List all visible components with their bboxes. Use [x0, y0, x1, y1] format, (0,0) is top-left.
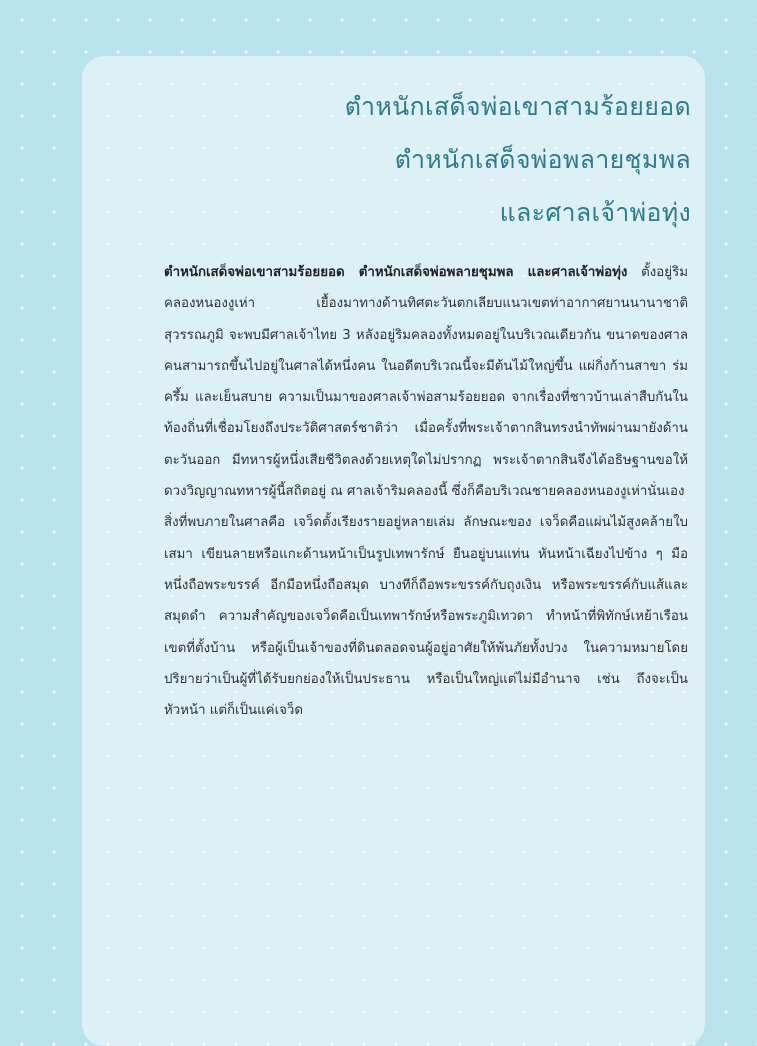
page-title: [191, 80, 691, 239]
article-body: [96, 257, 688, 726]
paragraph-1-text: ตั้งอยู่ริมคลองหนองงูเห่า เยื้องมาทางด้านทิศตะวันตกเลียบแนวเขตท่าอากาศยานนานาชาติสุวรรณภูมิ จะพบมีศาลเจ้าไทย 3 หลังอยู่ริมคลองทั้งหมดอยู่ในบริเวณเดียวกัน ขนาดของศาลคนสามารถขึ้นไปอยู่ในศาลได้หนึ่งคน ในอดีตบริเวณนี้จะมีต้นไม้ใหญ่ขึ้น แผ่กิ่งก้านสาขา ร่มครึ้ม และเย็นสบาย ความเป็นมาของศาลเจ้าพ่อสามร้อยยอด จากเรื่องที่ชาวบ้านเล่าสืบกันในท้องถิ่นที่เชื่อมโยงถึงประวัติศาสตร์ชาติว่า เมื่อครั้งที่พระเจ้าตากสินทรงนำทัพผ่านมายังด้านตะวันออก มีทหารผู้หนึ่งเสียชีวิตลงด้วยเหตุใดไม่ปรากฏ พระเจ้าตากสินจึงได้อธิษฐานขอให้ดวงวิญญาณทหารผู้นี้สถิตอยู่ ณ ศาลเจ้าริมคลองนี้ ซึ่งก็คือบริเวณชายคลองหนองงูเห่านั่นเอง: [164, 265, 688, 500]
title-line-1: ตำหนักเสด็จพ่อเขาสามร้อยยอด: [344, 92, 691, 121]
paragraph-1-bold-lead: ตำหนักเสด็จพ่อเขาสามร้อยยอด ตำหนักเสด็จพ่อพลายชุมพล และศาลเจ้าพ่อทุ่ง: [164, 265, 628, 280]
title-line-2: ตำหนักเสด็จพ่อพลายชุมพล: [394, 145, 691, 174]
paragraph-1: [96, 257, 688, 507]
title-line-3: และศาลเจ้าพ่อทุ่ง: [499, 198, 691, 227]
paragraph-2: [96, 507, 688, 726]
paragraph-2-text: สิ่งที่พบภายในศาลคือ เจว็ดตั้งเรียงรายอยู่หลายเล่ม ลักษณะของ เจว็ดคือแผ่นไม้สูงคล้ายใบเสมา เขียนลายหรือแกะด้านหน้าเป็นรูปเทพารักษ์ ยืนอยู่บนแท่น หันหน้าเฉียงไปข้าง ๆ มือหนึ่งถือพระขรรค์ อีกมือหนึ่งถือสมุด บางทีก็ถือพระขรรค์กับถุงเงิน หรือพระขรรค์กับแส้และสมุดดำ ความสำคัญของเจว็ดคือเป็นเทพารักษ์หรือพระภูมิเทวดา ทำหน้าที่พิทักษ์เหย้าเรือน เขตที่ตั้งบ้าน หรือผู้เป็นเจ้าของที่ดินตลอดจนผู้อยู่อาศัยให้พ้นภัยทั้งปวง ในความหมายโดยปริยายว่าเป็นผู้ที่ได้รับยกย่องให้เป็นประธาน หรือเป็นใหญ่แต่ไม่มีอำนาจ เช่น ถึงจะเป็นหัวหน้า แต่ก็เป็นแค่เจว็ด: [164, 515, 688, 719]
